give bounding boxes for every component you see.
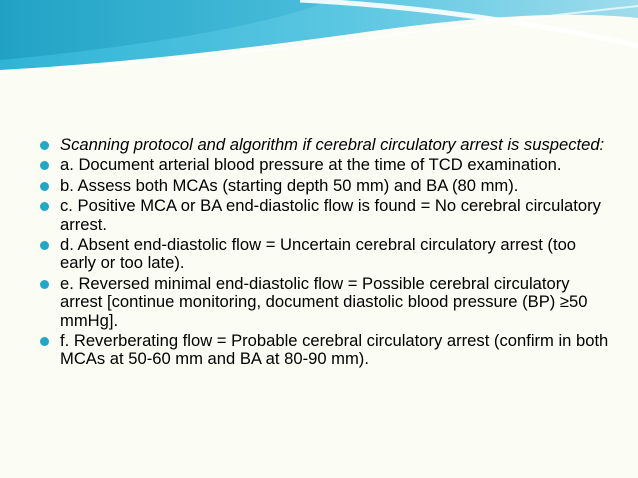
bullet-text: a. Document arterial blood pressure at the time of TCD examination. [60,155,562,175]
bullet-text: e. Reversed minimal end-diastolic flow = Possible cerebral circulatory arrest [continue monitoring, document diastolic blood pressure (BP) ≥50 mmHg]. [60,273,588,330]
bullet-item [40,177,612,195]
bullet-dot-icon [40,161,49,170]
bullet-dot-icon [40,280,49,289]
bullet-item [40,156,612,174]
bullet-text: b. Assess both MCAs (starting depth 50 mm) and BA (80 mm). [60,175,519,195]
bullet-text: c. Positive MCA or BA end-diastolic flow is found = No cerebral circulatory arrest. [60,196,601,234]
bullet-item [40,332,612,369]
bullet-dot-icon [40,241,49,250]
bullet-text: Scanning protocol and algorithm if cerebral circulatory arrest is suspected: [60,135,605,154]
bullet-dot-icon [40,141,49,150]
bullet-text: d. Absent end-diastolic flow = Uncertain cerebral circulatory arrest (too early or too late). [60,235,577,273]
bullet-item [40,275,612,330]
bullet-item [40,136,612,154]
header-wave-decoration [0,0,638,80]
bullet-list [40,136,612,369]
bullet-dot-icon [40,337,49,346]
bullet-item [40,197,612,234]
bullet-dot-icon [40,202,49,211]
slide-content [40,136,612,371]
bullet-dot-icon [40,182,49,191]
bullet-text: f. Reverberating flow = Probable cerebral circulatory arrest (confirm in both MCAs at 50-60 mm and BA at 80-90 mm). [60,331,609,369]
bullet-item [40,236,612,273]
